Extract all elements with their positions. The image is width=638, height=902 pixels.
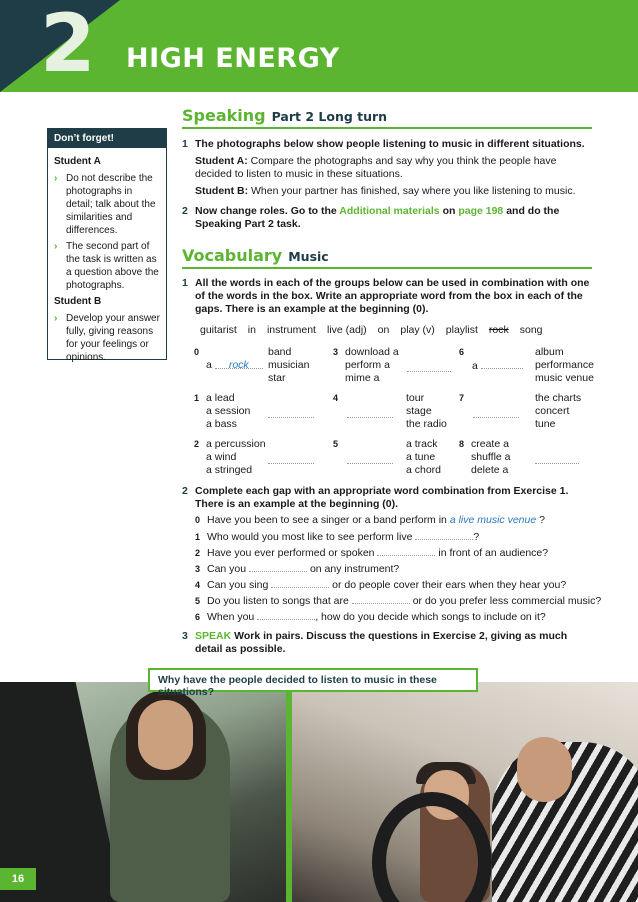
driver-head (517, 737, 572, 802)
answer-gap[interactable] (249, 562, 307, 572)
question-6: 6 When you , how do you decide which songs to include on it? (195, 611, 546, 623)
photo-friends-driving (292, 682, 638, 902)
answer-example: rock (215, 359, 263, 369)
vocabulary-subtitle: Music (288, 249, 329, 264)
answer-gap[interactable] (352, 594, 410, 604)
speaking-title: Speaking (182, 106, 266, 125)
answer-gap[interactable] (271, 578, 329, 588)
speaking-heading (182, 106, 592, 129)
answer-example: a live music venue (449, 514, 537, 526)
answer-gap[interactable] (268, 408, 314, 418)
question-5: 5 Do you listen to songs that are or do you prefer less commercial music? (195, 595, 602, 607)
tip-point: › Do not describe the photographs in detail; talk about the similarities and differences. (54, 173, 156, 236)
answer-gap[interactable] (481, 359, 523, 369)
tip-student-a: Student A (54, 156, 101, 167)
dont-forget-box (47, 128, 167, 363)
photo-question-banner: Why have the people decided to listen to music in these situations? (148, 668, 478, 692)
word-group: 1 a lead a session a bass (194, 392, 324, 431)
question-1: 1 Who would you most like to see perform live ? (195, 531, 480, 543)
unit-header (0, 0, 638, 92)
answer-gap[interactable] (415, 530, 473, 540)
vocab-exercise-2: 2 Complete each gap with an appropriate word combination from Exercise 1. There is an example at the beginning (0). (182, 485, 569, 510)
vocab-exercise-1: 1 All the words in each of the groups below can be used in combination with one of the words in the box. Write an appropriate word from the box in each of the gaps. There is an example at the beginning (0). (182, 277, 590, 315)
unit-number: 2 (40, 0, 96, 90)
vocabulary-title: Vocabulary (182, 246, 283, 265)
page-198-link[interactable]: page 198 (458, 205, 504, 217)
tip-point: › Develop your answer fully, giving reasons for your feelings or opinions. (54, 313, 160, 363)
vocab-exercise-3: 3 SPEAK Work in pairs. Discuss the questions in Exercise 2, giving as much detail as possible. (182, 630, 568, 655)
question-0: 0 Have you been to see a singer or a band perform in a live music venue ? (195, 514, 545, 526)
tip-point: › The second part of the task is written as a question above the photographs. (54, 241, 159, 291)
additional-materials-link[interactable]: Additional materials (339, 205, 440, 217)
speaking-exercise-1: 1 The photographs below show people listening to music in different situations. Student A: Compare the photographs and say why you think the people have decided to listen to music in these situations. Student B: When your partner has finished, say where you like listening to music. (182, 138, 585, 197)
vocabulary-heading (182, 246, 592, 269)
tip-student-b: Student B (54, 296, 102, 307)
page-number: 16 (0, 868, 36, 890)
speaking-exercise-2: 2 Now change roles. Go to the Additional materials on page 198 and do the Speaking Part 2 task. (182, 205, 560, 230)
answer-gap[interactable] (377, 546, 435, 556)
word-box: guitarist in instrument live (adj) on play (v) playlist rock song (200, 324, 543, 336)
chevron-right-icon: › (54, 313, 58, 324)
answer-gap[interactable] (347, 454, 393, 464)
word-group: 2 a percussion a wind a stringed (194, 438, 324, 477)
chevron-right-icon: › (54, 241, 58, 252)
word-group: 3 download a perform a mime a (333, 346, 453, 385)
answer-gap[interactable] (535, 454, 579, 464)
question-2: 2 Have you ever performed or spoken in front of an audience? (195, 547, 549, 559)
answer-gap[interactable] (347, 408, 393, 418)
answer-gap[interactable] (257, 610, 315, 620)
speak-label: SPEAK (195, 630, 232, 642)
question-4: 4 Can you sing or do people cover their ears when they hear you? (195, 579, 567, 591)
tip-heading: Don’t forget! (48, 129, 166, 148)
question-3: 3 Can you on any instrument? (195, 563, 400, 575)
photo-mechanic-with-earphones (0, 682, 286, 902)
speaking-subtitle: Part 2 Long turn (271, 109, 388, 124)
word-group: 8 create a shuffle a delete a (459, 438, 599, 477)
answer-gap[interactable] (473, 408, 519, 418)
struck-word: rock (488, 324, 509, 336)
person-head (138, 700, 193, 770)
unit-title: HIGH ENERGY (126, 43, 340, 74)
answer-gap[interactable] (268, 454, 314, 464)
chevron-right-icon: › (54, 173, 58, 184)
answer-gap[interactable] (407, 362, 451, 372)
